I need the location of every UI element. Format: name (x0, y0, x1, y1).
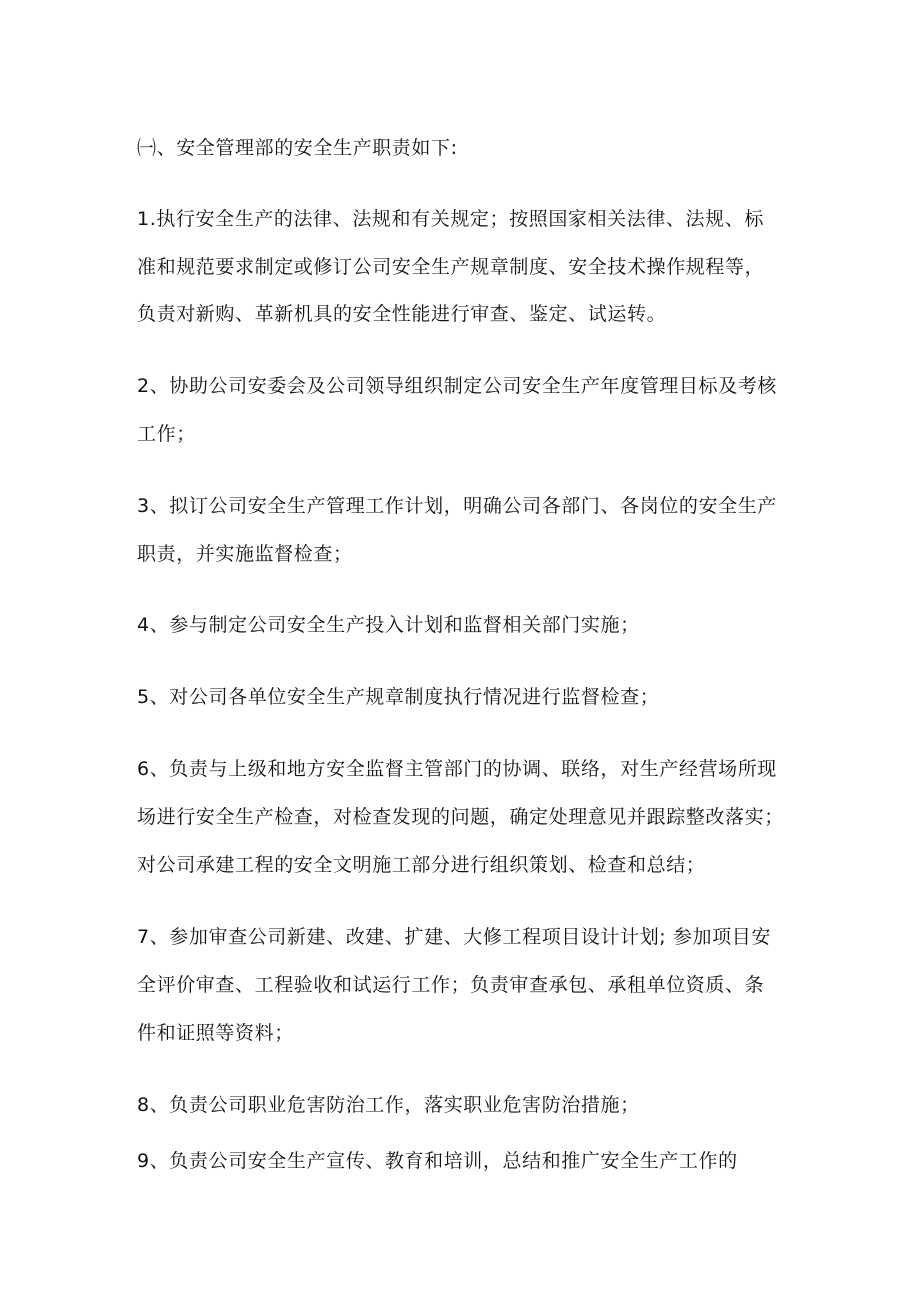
item-1-line-1: 1.执行安全生产的法律、法规和有关规定；按照国家相关法律、法规、标 (137, 208, 764, 230)
item-6-line-2: 场进行安全生产检查，对检查发现的问题，确定处理意见并跟踪整改落实； (137, 806, 784, 828)
item-7-line-3: 件和证照等资料； (137, 1022, 294, 1044)
item-6-line-3: 对公司承建工程的安全文明施工部分进行组织策划、检查和总结； (137, 854, 706, 876)
item-1-line-2: 准和规范要求制定或修订公司安全生产规章制度、安全技术操作规程等， (137, 256, 765, 278)
section-heading: ㈠、安全管理部的安全生产职责如下: (137, 137, 458, 159)
item-3-line-1: 3、拟订公司安全生产管理工作计划，明确公司各部门、各岗位的安全生产 (137, 495, 777, 517)
item-6-line-1: 6、负责与上级和地方安全监督主管部门的协调、联络，对生产经营场所现 (137, 758, 777, 780)
item-7-line-1: 7、参加审查公司新建、改建、扩建、大修工程项目设计计划; 参加项目安 (137, 926, 771, 948)
item-9-line-1: 9、负责公司安全生产宣传、教育和培训，总结和推广安全生产工作的 (137, 1150, 738, 1172)
item-8-line-1: 8、负责公司职业危害防治工作，落实职业危害防治措施； (137, 1094, 640, 1116)
item-1-line-3: 负责对新购、革新机具的安全性能进行审查、鉴定、试运转。 (137, 303, 667, 325)
item-7-line-2: 全评价审查、工程验收和试运行工作；负责审查承包、承租单位资质、条 (137, 974, 765, 996)
item-5-line-1: 5、对公司各单位安全生产规章制度执行情况进行监督检查； (137, 686, 660, 708)
item-2-line-2: 工作； (137, 423, 196, 445)
item-4-line-1: 4、参与制定公司安全生产投入计划和监督相关部门实施； (137, 614, 640, 636)
item-3-line-2: 职责，并实施监督检查； (137, 543, 353, 565)
item-2-line-1: 2、协助公司安委会及公司领导组织制定公司安全生产年度管理目标及考核 (137, 375, 777, 397)
